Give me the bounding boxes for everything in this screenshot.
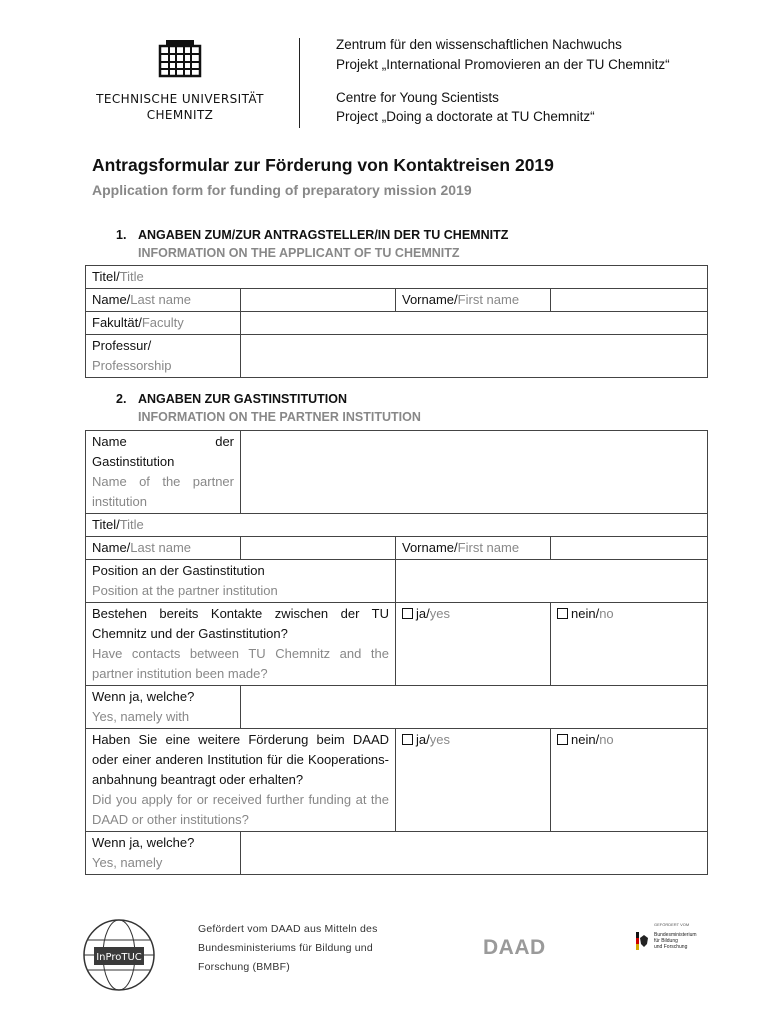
label-de: Name/	[92, 292, 131, 307]
bmbf-line: für Bildung	[654, 938, 678, 944]
partner-title-field[interactable]	[86, 514, 708, 537]
label-de: Bestehen bereits Kontakte zwischen der TU Chemnitz und der Gastinstitution?	[92, 606, 389, 641]
label-en: Yes, namely with	[92, 709, 190, 724]
checkbox-icon[interactable]	[402, 734, 413, 745]
section1-title-en: INFORMATION ON THE APPLICANT OF TU CHEMNITZ	[138, 246, 460, 260]
contacts-no-option[interactable]	[551, 603, 708, 686]
table-row	[86, 832, 708, 875]
partner-firstname-label	[396, 537, 551, 560]
label-de: nein/	[571, 732, 600, 747]
label-en: Have contacts between TU Chemnitz and the partner institution been made?	[92, 646, 389, 681]
label-en: no	[599, 732, 614, 747]
bmbf-line: und Forschung	[654, 944, 688, 950]
header-en-title: Centre for Young Scientists	[336, 90, 499, 105]
label-en: Last name	[130, 540, 191, 555]
eagle-icon	[636, 932, 650, 950]
section2-heading	[116, 392, 421, 424]
section2-title-de: ANGABEN ZUR GASTINSTITUTION	[138, 392, 348, 406]
label-de: ja/	[416, 606, 430, 621]
funding-which-label	[86, 832, 241, 875]
label-en: Professorship	[92, 358, 172, 373]
contacts-yes-option[interactable]	[396, 603, 551, 686]
header-de-project: Projekt „International Promovieren an der TU Chemnitz“	[336, 57, 670, 72]
applicant-table	[85, 265, 708, 378]
section1-title-de: ANGABEN ZUM/ZUR ANTRAGSTELLER/IN DER TU CHEMNITZ	[138, 228, 509, 242]
label-en: yes	[429, 606, 450, 621]
label-de: Fakultät/	[92, 315, 142, 330]
label-de: Name der Gastinstitution	[92, 434, 234, 469]
table-row	[86, 266, 708, 289]
section2-title-en: INFORMATION ON THE PARTNER INSTITUTION	[138, 410, 421, 424]
label-en: First name	[457, 540, 520, 555]
partner-firstname-field[interactable]	[551, 537, 708, 560]
partner-position-label	[86, 560, 396, 603]
table-row	[86, 729, 708, 832]
daad-logo: DAAD	[483, 936, 546, 959]
label-de: ja/	[416, 732, 430, 747]
funding-line: Gefördert vom DAAD aus Mitteln des	[198, 923, 378, 935]
funding-yes-option[interactable]	[396, 729, 551, 832]
header-divider	[299, 38, 300, 128]
contacts-which-field[interactable]	[241, 686, 708, 729]
label-de: Position an der Gastinstitution	[92, 563, 265, 578]
label-de: Name/	[92, 540, 131, 555]
university-name-line1: TECHNISCHE UNIVERSITÄT	[96, 92, 264, 106]
applicant-lastname-field[interactable]	[241, 289, 396, 312]
label-de: nein/	[571, 606, 600, 621]
inprotuc-logo	[82, 918, 156, 992]
form-title: Antragsformular zur Förderung von Kontaktreisen 2019	[92, 155, 554, 175]
bmbf-line: Bundesministerium	[654, 932, 697, 938]
table-row	[86, 431, 708, 514]
applicant-professorship-field[interactable]	[241, 335, 708, 378]
label-en: yes	[429, 732, 450, 747]
bmbf-small-text: GEFÖRDERT VOM	[654, 922, 690, 927]
applicant-firstname-field[interactable]	[551, 289, 708, 312]
checkbox-icon[interactable]	[557, 734, 568, 745]
table-row	[86, 514, 708, 537]
checkbox-icon[interactable]	[402, 608, 413, 619]
partner-lastname-field[interactable]	[241, 537, 396, 560]
label-de: Vorname/	[402, 540, 458, 555]
section1-number: 1.	[116, 228, 127, 242]
table-row	[86, 289, 708, 312]
label-en: Position at the partner institution	[92, 583, 278, 598]
label-en: First name	[457, 292, 520, 307]
label-en: Title	[119, 269, 144, 284]
section2-number: 2.	[116, 392, 127, 406]
applicant-title-field[interactable]	[86, 266, 708, 289]
table-row	[86, 335, 708, 378]
applicant-faculty-label	[86, 312, 241, 335]
applicant-professorship-label	[86, 335, 241, 378]
form-subtitle: Application form for funding of preparatory mission 2019	[92, 182, 472, 198]
label-de: Wenn ja, welche?	[92, 835, 195, 850]
applicant-faculty-field[interactable]	[241, 312, 708, 335]
label-de: Professur/	[92, 338, 152, 353]
label-en: Faculty	[141, 315, 184, 330]
label-en: Yes, namely	[92, 855, 163, 870]
contacts-which-label	[86, 686, 241, 729]
partner-position-field[interactable]	[396, 560, 708, 603]
partner-institution-label	[86, 431, 241, 514]
funding-question	[86, 729, 396, 832]
header-en-project: Project „Doing a doctorate at TU Chemnitz“	[336, 109, 595, 124]
funding-line: Forschung (BMBF)	[198, 961, 290, 973]
applicant-lastname-label	[86, 289, 241, 312]
contacts-question	[86, 603, 396, 686]
label-de: Wenn ja, welche?	[92, 689, 195, 704]
table-row	[86, 312, 708, 335]
university-name-line2: CHEMNITZ	[146, 108, 214, 122]
label-de: Titel/	[92, 517, 120, 532]
label-de: Haben Sie eine weitere Förderung beim DAAD oder einer anderen Institution für die Kooperations-anbahnung beantragt oder erhalten?	[92, 732, 389, 787]
label-en: Last name	[130, 292, 191, 307]
logo-text: InProTUC	[96, 952, 142, 963]
table-row	[86, 686, 708, 729]
applicant-firstname-label	[396, 289, 551, 312]
label-en: Name of the partner institution	[92, 474, 234, 509]
university-logo	[85, 38, 275, 123]
label-en: Did you apply for or received further funding at the DAAD or other institutions?	[92, 792, 389, 827]
checkbox-icon[interactable]	[557, 608, 568, 619]
partner-institution-field[interactable]	[241, 431, 708, 514]
label-en: Title	[119, 517, 144, 532]
table-row	[86, 603, 708, 686]
bmbf-logo	[636, 922, 716, 950]
label-de: Vorname/	[402, 292, 458, 307]
label-en: no	[599, 606, 614, 621]
label-de: Titel/	[92, 269, 120, 284]
partner-lastname-label	[86, 537, 241, 560]
university-building-icon	[158, 38, 202, 78]
funding-note	[198, 920, 378, 977]
funding-line: Bundesministeriums für Bildung und	[198, 942, 373, 954]
header-de-title: Zentrum für den wissenschaftlichen Nachwuchs	[336, 37, 622, 52]
partner-table	[85, 430, 708, 875]
funding-no-option[interactable]	[551, 729, 708, 832]
table-row	[86, 560, 708, 603]
section1-heading	[116, 228, 508, 260]
funding-which-field[interactable]	[241, 832, 708, 875]
table-row	[86, 537, 708, 560]
